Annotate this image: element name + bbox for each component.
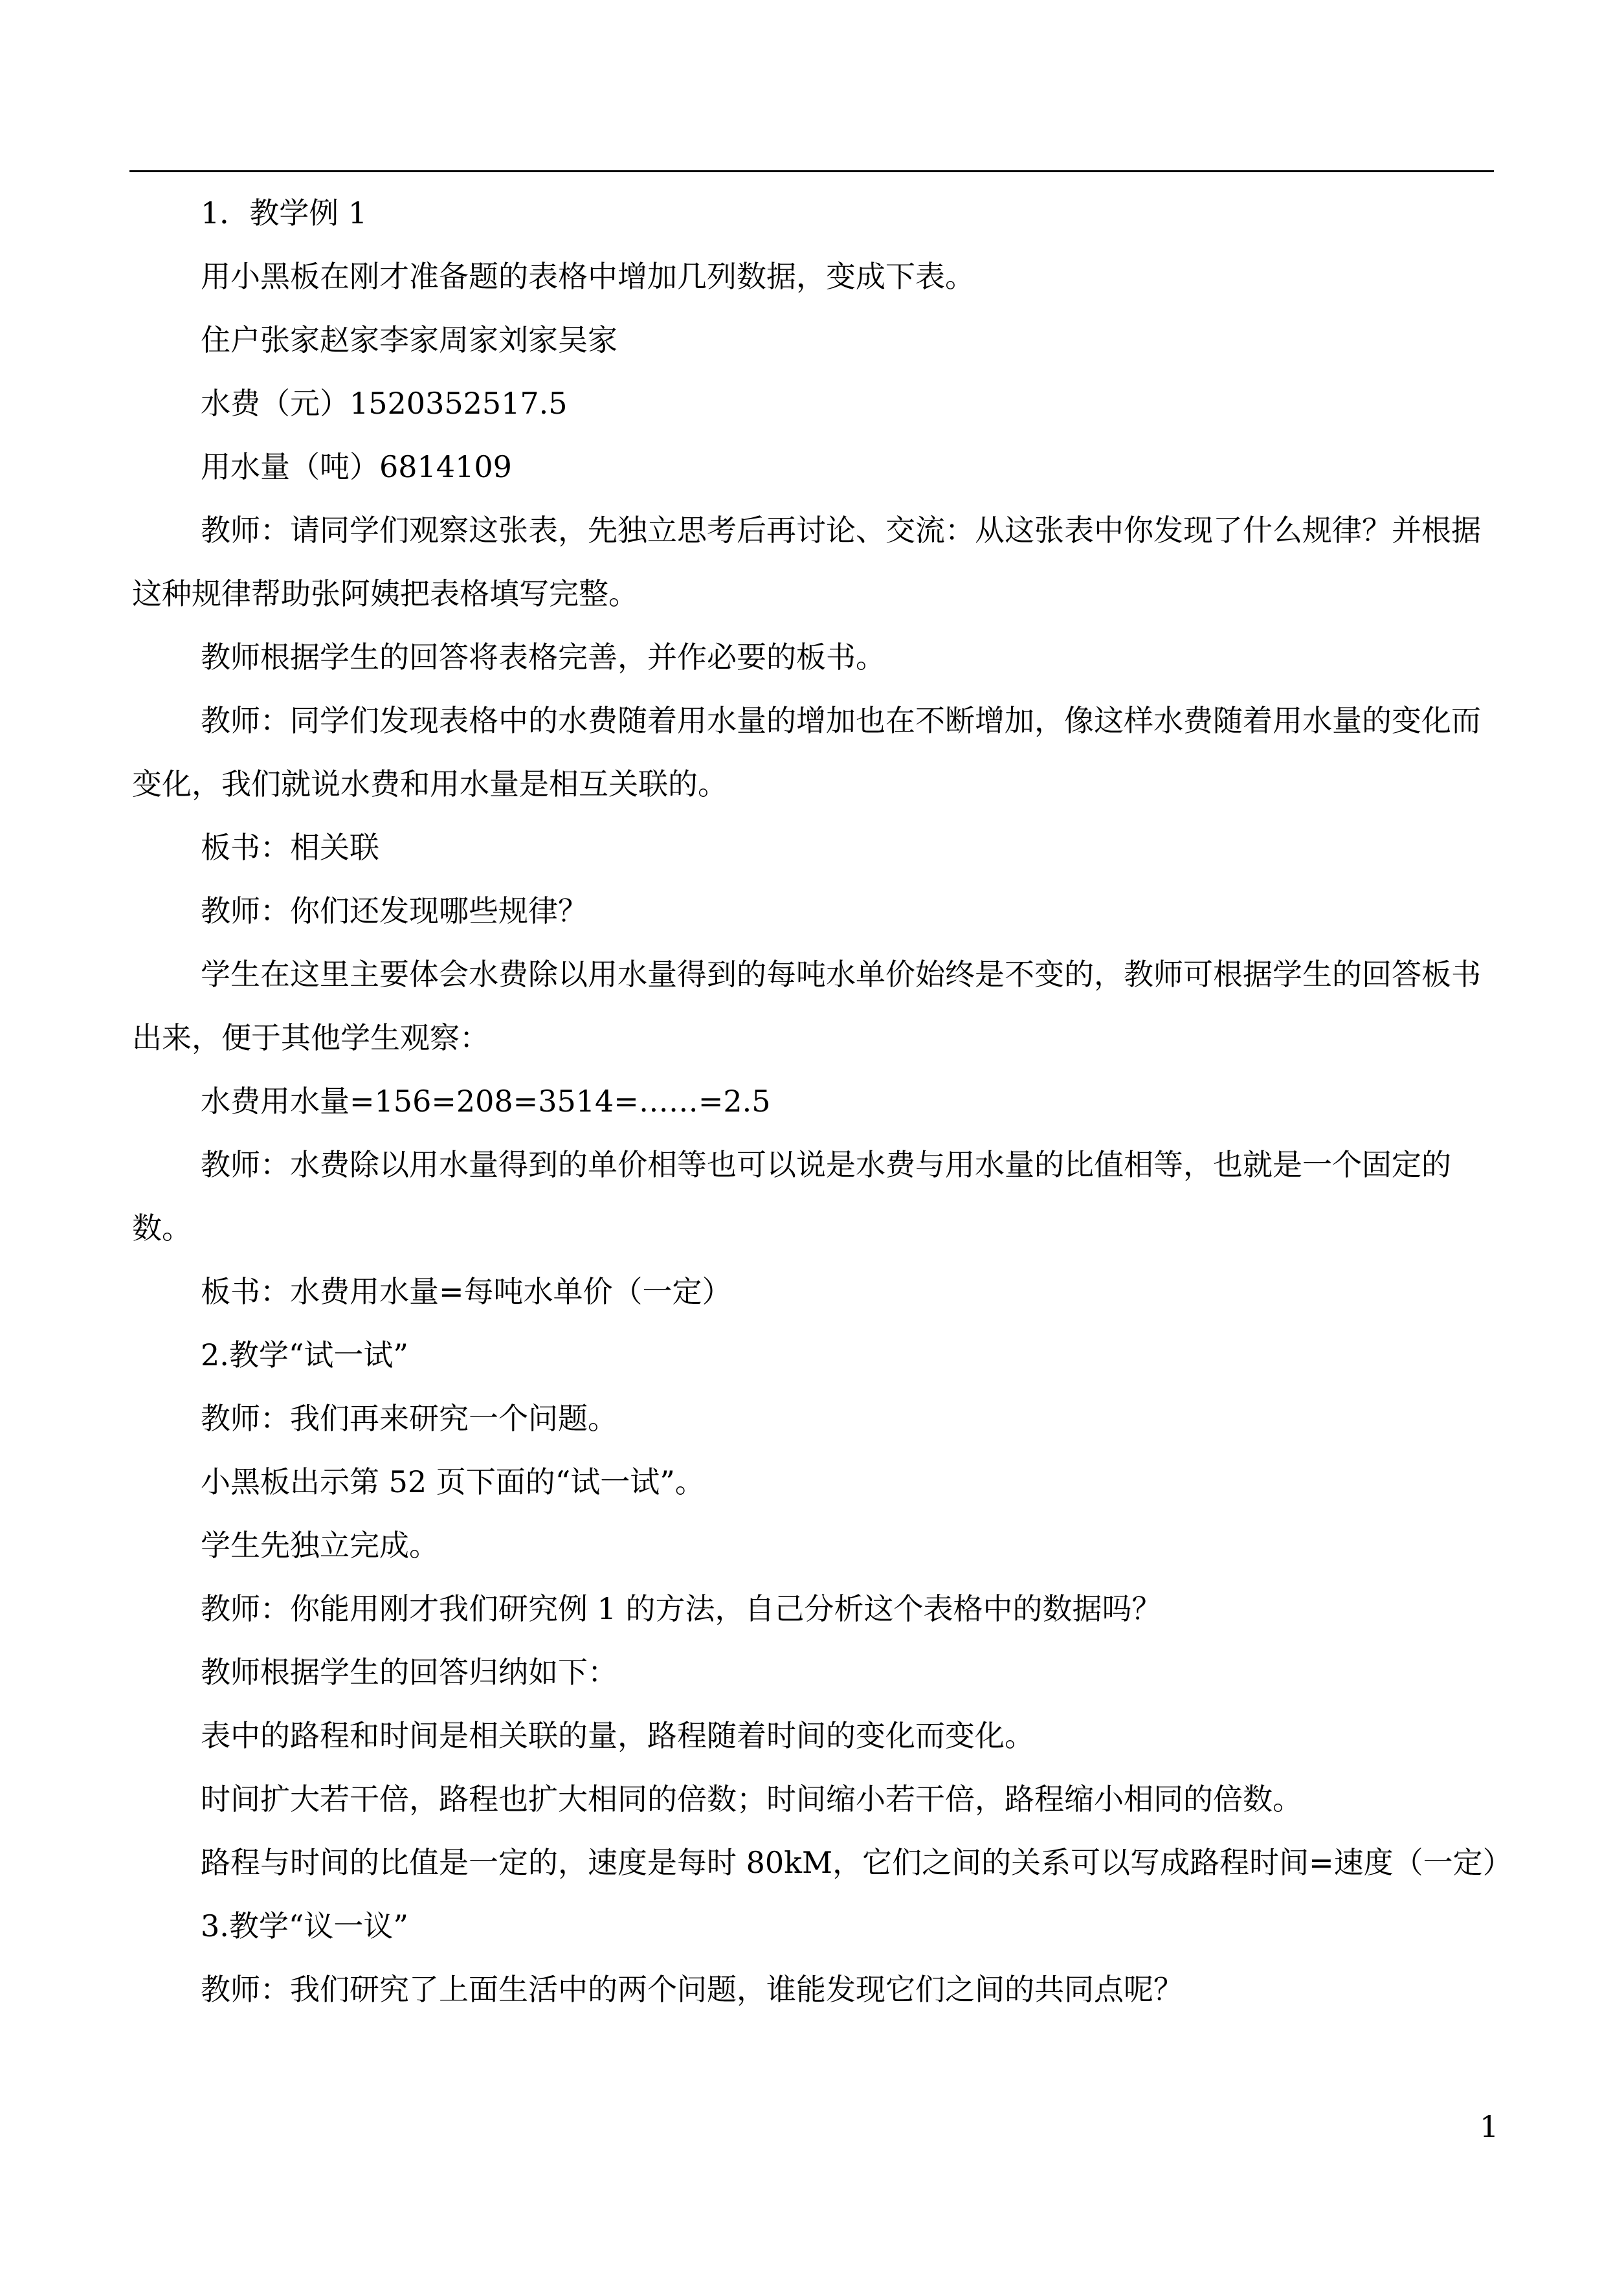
paragraph: 表中的路程和时间是相关联的量，路程随着时间的变化而变化。 [201, 1718, 1034, 1753]
paragraph: 教师根据学生的回答归纳如下： [201, 1655, 617, 1690]
paragraph: 板书：相关联 [201, 830, 379, 865]
paragraph: 用水量（吨）6814109 [201, 449, 512, 484]
paragraph: 学生先独立完成。 [201, 1528, 439, 1563]
paragraph: 路程与时间的比值是一定的，速度是每时 80kM，它们之间的关系可以写成路程时间=速度（一定） [201, 1845, 1513, 1880]
paragraph: 学生在这里主要体会水费除以用水量得到的每吨水单价始终是不变的，教师可根据学生的回答板书出来，便于其他学生观察： [132, 957, 1481, 1055]
paragraph: 水费用水量=156=208=3514=……=2.5 [201, 1084, 771, 1119]
paragraph: 教师：同学们发现表格中的水费随着用水量的增加也在不断增加，像这样水费随着用水量的变化而变化，我们就说水费和用水量是相互关联的。 [132, 703, 1481, 801]
paragraph: 教师根据学生的回答将表格完善，并作必要的板书。 [201, 640, 885, 675]
page-number: 1 [1480, 2109, 1499, 2144]
paragraph: 时间扩大若干倍，路程也扩大相同的倍数；时间缩小若干倍，路程缩小相同的倍数。 [201, 1782, 1302, 1817]
paragraph: 教师：我们再来研究一个问题。 [201, 1401, 617, 1436]
header-rule [129, 170, 1494, 172]
paragraph: 水费（元）1520352517.5 [201, 386, 568, 421]
paragraph: 用小黑板在刚才准备题的表格中增加几列数据，变成下表。 [201, 259, 975, 294]
paragraph: 板书：水费用水量=每吨水单价（一定） [201, 1274, 732, 1309]
document-body [132, 181, 1513, 2021]
paragraph: 教师：请同学们观察这张表，先独立思考后再讨论、交流：从这张表中你发现了什么规律？并根据这种规律帮助张阿姨把表格填写完整。 [132, 513, 1481, 611]
paragraph: 住户张家赵家李家周家刘家吴家 [201, 322, 617, 357]
paragraph: 2.教学“试一试” [201, 1337, 408, 1372]
paragraph: 小黑板出示第 52 页下面的“试一试”。 [201, 1464, 705, 1499]
paragraph: 3.教学“议一议” [201, 1908, 408, 1943]
paragraph: 1．教学例 1 [201, 196, 368, 230]
paragraph: 教师：水费除以用水量得到的单价相等也可以说是水费与用水量的比值相等，也就是一个固定的数。 [132, 1147, 1451, 1246]
paragraph: 教师：你能用刚才我们研究例 1 的方法，自己分析这个表格中的数据吗？ [201, 1591, 1162, 1626]
paragraph: 教师：你们还发现哪些规律？ [201, 893, 588, 928]
paragraph: 教师：我们研究了上面生活中的两个问题，谁能发现它们之间的共同点呢？ [201, 1972, 1183, 2007]
